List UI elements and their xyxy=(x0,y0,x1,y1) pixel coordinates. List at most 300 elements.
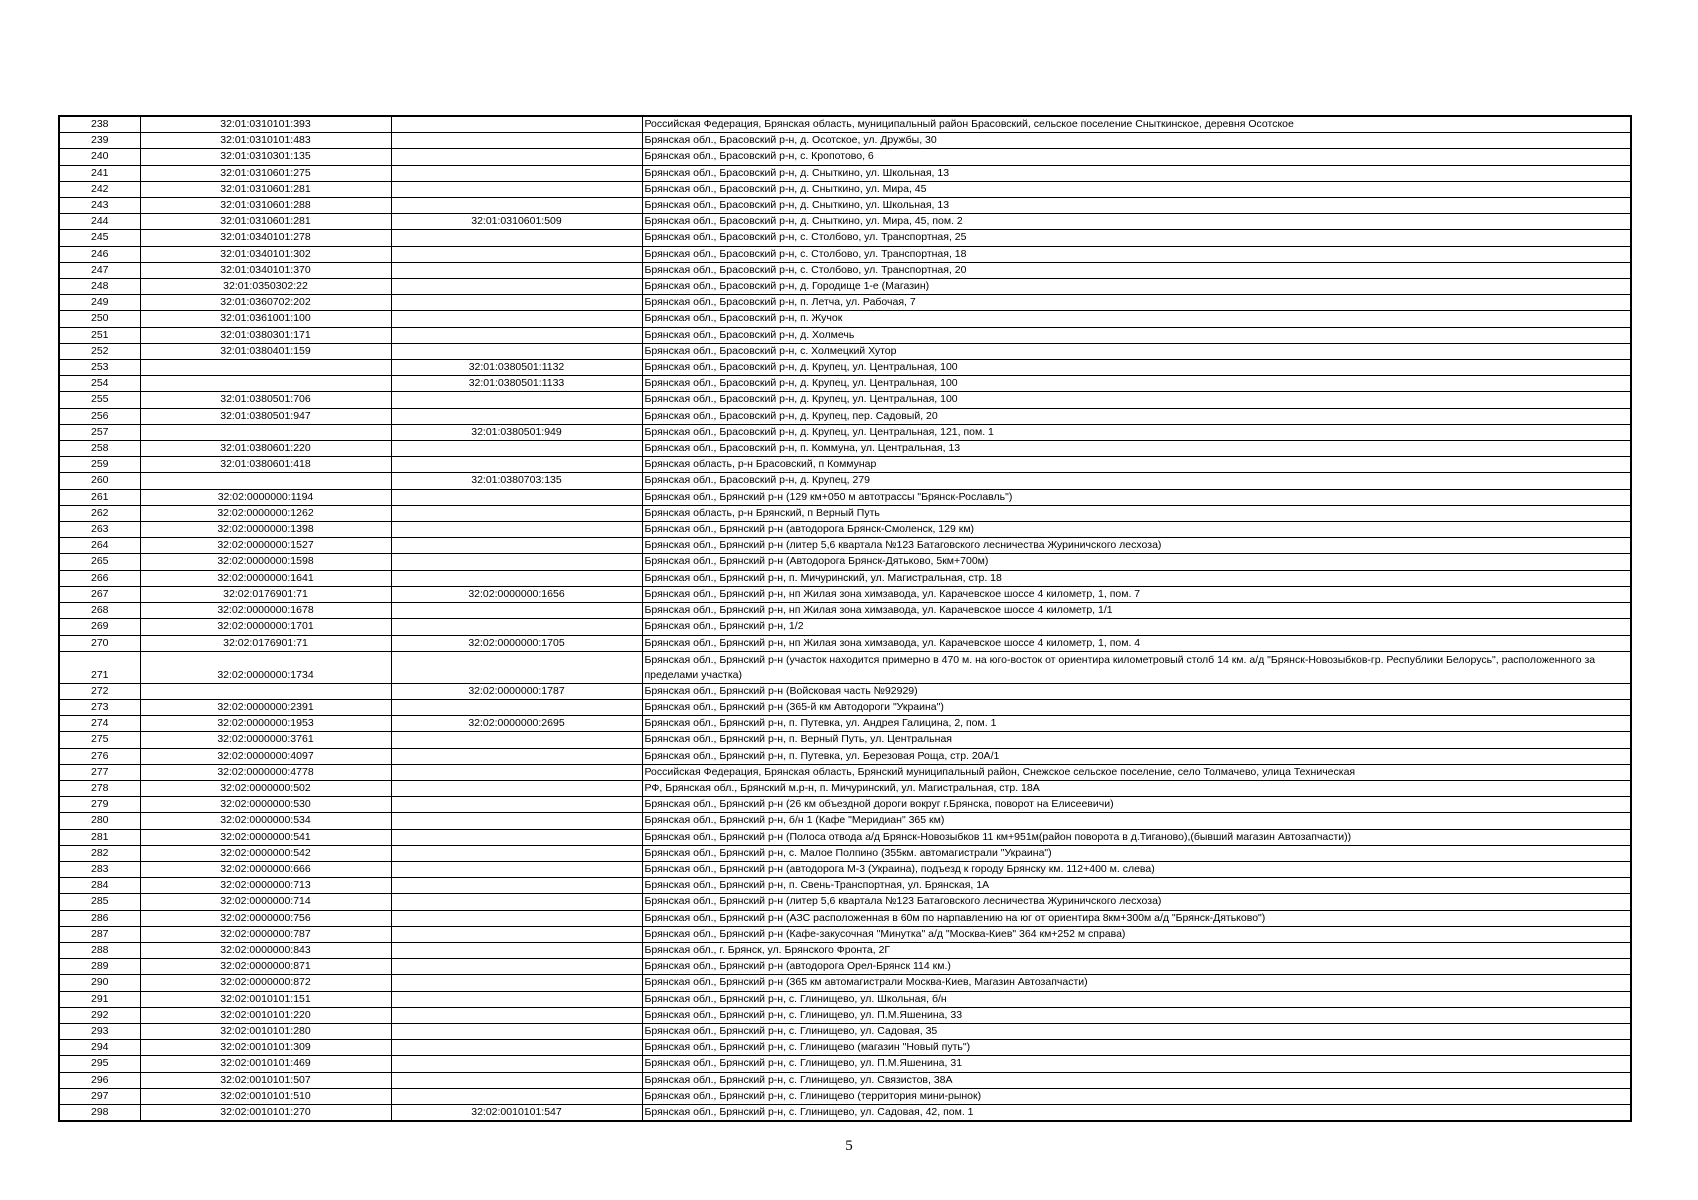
related-cadastral-number-cell: 32:01:0380501:1132 xyxy=(391,360,642,376)
row-number-cell: 252 xyxy=(59,343,140,359)
cadastral-number-cell: 32:02:0176901:71 xyxy=(140,635,391,651)
table-row xyxy=(59,942,1631,958)
table-row xyxy=(59,1023,1631,1039)
row-number-cell: 298 xyxy=(59,1104,140,1121)
related-cadastral-number-cell xyxy=(391,699,642,715)
table-row xyxy=(59,327,1631,343)
cadastral-number-cell: 32:02:0000000:534 xyxy=(140,813,391,829)
related-cadastral-number-cell: 32:02:0000000:2695 xyxy=(391,716,642,732)
address-cell: Брянская обл., Брянский р-н, п. Свень-Транспортная, ул. Брянская, 1А xyxy=(642,878,1631,894)
table-row xyxy=(59,991,1631,1007)
row-number-cell: 296 xyxy=(59,1072,140,1088)
related-cadastral-number-cell xyxy=(391,246,642,262)
table-row xyxy=(59,780,1631,796)
table-row xyxy=(59,651,1631,683)
table-row xyxy=(59,295,1631,311)
related-cadastral-number-cell xyxy=(391,1072,642,1088)
address-cell: Брянская обл., Брасовский р-н, с. Кропотово, 6 xyxy=(642,149,1631,165)
address-cell: Брянская обл., Брянский р-н, с. Глинищево, ул. Садовая, 42, пом. 1 xyxy=(642,1104,1631,1121)
related-cadastral-number-cell: 32:02:0000000:1656 xyxy=(391,586,642,602)
related-cadastral-number-cell: 32:01:0380501:1133 xyxy=(391,376,642,392)
cadastral-number-cell xyxy=(140,424,391,440)
address-cell: Брянская обл., г. Брянск, ул. Брянского Фронта, 2Г xyxy=(642,942,1631,958)
address-cell: Брянская обл., Брянский р-н (Автодорога Брянск-Дятьково, 5км+700м) xyxy=(642,554,1631,570)
row-number-cell: 289 xyxy=(59,959,140,975)
related-cadastral-number-cell xyxy=(391,149,642,165)
cadastral-number-cell: 32:01:0380501:706 xyxy=(140,392,391,408)
table-row xyxy=(59,522,1631,538)
address-cell: Брянская обл., Брасовский р-н, д. Крупец, пер. Садовый, 20 xyxy=(642,408,1631,424)
related-cadastral-number-cell xyxy=(391,829,642,845)
row-number-cell: 275 xyxy=(59,732,140,748)
related-cadastral-number-cell xyxy=(391,780,642,796)
table-row xyxy=(59,845,1631,861)
table-row xyxy=(59,246,1631,262)
row-number-cell: 282 xyxy=(59,845,140,861)
table-row xyxy=(59,861,1631,877)
row-number-cell: 241 xyxy=(59,165,140,181)
row-number-cell: 274 xyxy=(59,716,140,732)
address-cell: Брянская обл., Брасовский р-н, д. Крупец, ул. Центральная, 100 xyxy=(642,360,1631,376)
cadastral-number-cell: 32:02:0000000:871 xyxy=(140,959,391,975)
table-row xyxy=(59,392,1631,408)
row-number-cell: 265 xyxy=(59,554,140,570)
table-row xyxy=(59,894,1631,910)
address-cell: Брянская обл., Брянский р-н, нп Жилая зона химзавода, ул. Карачевское шоссе 4 километр, 1, пом. 7 xyxy=(642,586,1631,602)
related-cadastral-number-cell xyxy=(391,262,642,278)
row-number-cell: 253 xyxy=(59,360,140,376)
cadastral-number-cell xyxy=(140,360,391,376)
row-number-cell: 245 xyxy=(59,230,140,246)
address-cell: Российская Федерация, Брянская область, Брянский муниципальный район, Снежское сельское поселение, село Толмачево, улица Техническая xyxy=(642,764,1631,780)
related-cadastral-number-cell xyxy=(391,878,642,894)
address-cell: Брянская обл., Брасовский р-н, с. Столбово, ул. Транспортная, 25 xyxy=(642,230,1631,246)
row-number-cell: 254 xyxy=(59,376,140,392)
table-row xyxy=(59,619,1631,635)
address-cell: Брянская обл., Брянский р-н (Войсковая часть №92929) xyxy=(642,683,1631,699)
row-number-cell: 294 xyxy=(59,1040,140,1056)
row-number-cell: 251 xyxy=(59,327,140,343)
cadastral-number-cell: 32:01:0350302:22 xyxy=(140,279,391,295)
row-number-cell: 276 xyxy=(59,748,140,764)
row-number-cell: 287 xyxy=(59,926,140,942)
cadastral-number-cell: 32:01:0380601:220 xyxy=(140,441,391,457)
table-row xyxy=(59,149,1631,165)
cadastral-number-cell: 32:02:0000000:1953 xyxy=(140,716,391,732)
cadastral-number-cell: 32:02:0000000:756 xyxy=(140,910,391,926)
table-row xyxy=(59,797,1631,813)
row-number-cell: 261 xyxy=(59,489,140,505)
table-row xyxy=(59,975,1631,991)
row-number-cell: 278 xyxy=(59,780,140,796)
row-number-cell: 247 xyxy=(59,262,140,278)
row-number-cell: 257 xyxy=(59,424,140,440)
related-cadastral-number-cell xyxy=(391,538,642,554)
cadastral-number-cell: 32:02:0000000:541 xyxy=(140,829,391,845)
related-cadastral-number-cell xyxy=(391,198,642,214)
cadastral-number-cell: 32:01:0360702:202 xyxy=(140,295,391,311)
related-cadastral-number-cell xyxy=(391,311,642,327)
table-row xyxy=(59,959,1631,975)
cadastral-number-cell: 32:02:0000000:1678 xyxy=(140,603,391,619)
table-row xyxy=(59,748,1631,764)
row-number-cell: 250 xyxy=(59,311,140,327)
table-row xyxy=(59,133,1631,149)
row-number-cell: 270 xyxy=(59,635,140,651)
row-number-cell: 273 xyxy=(59,699,140,715)
row-number-cell: 248 xyxy=(59,279,140,295)
address-cell: Брянская обл., Брасовский р-н, д. Холмечь xyxy=(642,327,1631,343)
row-number-cell: 240 xyxy=(59,149,140,165)
address-cell: Брянская обл., Брасовский р-н, д. Сныткино, ул. Школьная, 13 xyxy=(642,165,1631,181)
page-number: 5 xyxy=(845,1138,853,1154)
table-row xyxy=(59,813,1631,829)
row-number-cell: 293 xyxy=(59,1023,140,1039)
related-cadastral-number-cell xyxy=(391,894,642,910)
related-cadastral-number-cell: 32:01:0310601:509 xyxy=(391,214,642,230)
cadastral-number-cell: 32:02:0000000:1527 xyxy=(140,538,391,554)
related-cadastral-number-cell xyxy=(391,441,642,457)
table-row xyxy=(59,764,1631,780)
address-cell: Брянская обл., Брянский р-н (365 км автомагистрали Москва-Киев, Магазин Автозапчасти) xyxy=(642,975,1631,991)
address-cell: Брянская обл., Брянский р-н (участок находится примерно в 470 м. на юго-восток от ориентира километровый столб 14 км. а/д "Брянск-Новозыбков-гр. Республики Белорусь", расположенного за пределами участка) xyxy=(642,651,1631,683)
address-cell: Брянская обл., Брянский р-н (365-й км Автодороги "Украина") xyxy=(642,699,1631,715)
cadastral-number-cell: 32:02:0010101:220 xyxy=(140,1007,391,1023)
address-cell: Брянская обл., Брасовский р-н, д. Крупец, 279 xyxy=(642,473,1631,489)
table-row xyxy=(59,1072,1631,1088)
cadastral-number-cell: 32:01:0380301:171 xyxy=(140,327,391,343)
cadastral-number-cell: 32:02:0000000:502 xyxy=(140,780,391,796)
address-cell: Брянская обл., Брасовский р-н, с. Столбово, ул. Транспортная, 18 xyxy=(642,246,1631,262)
related-cadastral-number-cell xyxy=(391,926,642,942)
address-cell: Брянская обл., Брянский р-н (АЗС расположенная в 60м по нарпавлению на юг от ориентира 8км+300м а/д "Брянск-Дятьково") xyxy=(642,910,1631,926)
related-cadastral-number-cell xyxy=(391,651,642,683)
table-row xyxy=(59,311,1631,327)
table-row xyxy=(59,878,1631,894)
related-cadastral-number-cell xyxy=(391,732,642,748)
cadastral-number-cell: 32:02:0000000:843 xyxy=(140,942,391,958)
address-cell: Брянская обл., Брянский р-н (129 км+050 м автотрассы "Брянск-Рославль") xyxy=(642,489,1631,505)
table-row xyxy=(59,732,1631,748)
cadastral-number-cell: 32:01:0310601:281 xyxy=(140,214,391,230)
table-row xyxy=(59,116,1631,133)
table-row xyxy=(59,603,1631,619)
row-number-cell: 249 xyxy=(59,295,140,311)
table-row xyxy=(59,635,1631,651)
address-cell: Брянская обл., Брянский р-н, с. Глинищево, ул. Садовая, 35 xyxy=(642,1023,1631,1039)
cadastral-number-cell: 32:02:0176901:71 xyxy=(140,586,391,602)
table-row xyxy=(59,279,1631,295)
table-row xyxy=(59,505,1631,521)
address-cell: Брянская обл., Брянский р-н, с. Глинищево (магазин "Новый путь") xyxy=(642,1040,1631,1056)
row-number-cell: 292 xyxy=(59,1007,140,1023)
cadastral-number-cell: 32:02:0010101:507 xyxy=(140,1072,391,1088)
related-cadastral-number-cell xyxy=(391,489,642,505)
row-number-cell: 239 xyxy=(59,133,140,149)
related-cadastral-number-cell xyxy=(391,619,642,635)
address-cell: Брянская обл., Брасовский р-н, п. Коммуна, ул. Центральная, 13 xyxy=(642,441,1631,457)
cadastral-number-cell: 32:01:0380501:947 xyxy=(140,408,391,424)
address-cell: Брянская обл., Брянский р-н, с. Глинищево, ул. Связистов, 38А xyxy=(642,1072,1631,1088)
related-cadastral-number-cell xyxy=(391,505,642,521)
row-number-cell: 285 xyxy=(59,894,140,910)
cadastral-number-cell: 32:02:0010101:270 xyxy=(140,1104,391,1121)
related-cadastral-number-cell xyxy=(391,975,642,991)
cadastral-number-cell: 32:02:0000000:714 xyxy=(140,894,391,910)
cadastral-number-cell: 32:02:0000000:666 xyxy=(140,861,391,877)
row-number-cell: 279 xyxy=(59,797,140,813)
table-row xyxy=(59,554,1631,570)
address-cell: Брянская область, р-н Брянский, п Верный Путь xyxy=(642,505,1631,521)
address-cell: Брянская обл., Брянский р-н, с. Глинищево, ул. Школьная, б/н xyxy=(642,991,1631,1007)
related-cadastral-number-cell: 32:01:0380501:949 xyxy=(391,424,642,440)
row-number-cell: 290 xyxy=(59,975,140,991)
row-number-cell: 269 xyxy=(59,619,140,635)
table-row xyxy=(59,699,1631,715)
related-cadastral-number-cell xyxy=(391,343,642,359)
row-number-cell: 286 xyxy=(59,910,140,926)
cadastral-number-cell: 32:02:0000000:542 xyxy=(140,845,391,861)
row-number-cell: 271 xyxy=(59,651,140,683)
address-cell: Брянская обл., Брасовский р-н, д. Городище 1-е (Магазин) xyxy=(642,279,1631,295)
table-row xyxy=(59,376,1631,392)
table-row xyxy=(59,683,1631,699)
cadastral-number-cell: 32:02:0010101:280 xyxy=(140,1023,391,1039)
address-cell: Брянская обл., Брянский р-н, с. Глинищево (территория мини-рынок) xyxy=(642,1088,1631,1104)
address-cell: Брянская обл., Брянский р-н, нп Жилая зона химзавода, ул. Карачевское шоссе 4 километр, 1/1 xyxy=(642,603,1631,619)
related-cadastral-number-cell xyxy=(391,554,642,570)
cadastral-number-cell: 32:02:0000000:1701 xyxy=(140,619,391,635)
row-number-cell: 295 xyxy=(59,1056,140,1072)
related-cadastral-number-cell xyxy=(391,1088,642,1104)
related-cadastral-number-cell xyxy=(391,991,642,1007)
address-cell: Брянская обл., Брянский р-н (литер 5,6 квартала №123 Батаговского лесничества Журиничского лесхоза) xyxy=(642,538,1631,554)
row-number-cell: 244 xyxy=(59,214,140,230)
row-number-cell: 283 xyxy=(59,861,140,877)
address-cell: РФ, Брянская обл., Брянский м.р-н, п. Мичуринский, ул. Магистральная, стр. 18А xyxy=(642,780,1631,796)
table-row xyxy=(59,181,1631,197)
table-row xyxy=(59,360,1631,376)
related-cadastral-number-cell xyxy=(391,279,642,295)
table-row xyxy=(59,570,1631,586)
row-number-cell: 259 xyxy=(59,457,140,473)
row-number-cell: 263 xyxy=(59,522,140,538)
cadastral-number-cell: 32:02:0010101:469 xyxy=(140,1056,391,1072)
address-cell: Брянская обл., Брасовский р-н, п. Жучок xyxy=(642,311,1631,327)
row-number-cell: 242 xyxy=(59,181,140,197)
related-cadastral-number-cell: 32:02:0000000:1705 xyxy=(391,635,642,651)
address-cell: Брянская обл., Брянский р-н (литер 5,6 квартала №123 Батаговского лесничества Журиничского лесхоза) xyxy=(642,894,1631,910)
row-number-cell: 280 xyxy=(59,813,140,829)
related-cadastral-number-cell xyxy=(391,295,642,311)
related-cadastral-number-cell xyxy=(391,327,642,343)
row-number-cell: 266 xyxy=(59,570,140,586)
related-cadastral-number-cell xyxy=(391,570,642,586)
row-number-cell: 277 xyxy=(59,764,140,780)
cadastral-number-cell: 32:01:0310601:281 xyxy=(140,181,391,197)
related-cadastral-number-cell xyxy=(391,764,642,780)
cadastral-number-cell: 32:02:0000000:1641 xyxy=(140,570,391,586)
row-number-cell: 238 xyxy=(59,116,140,133)
cadastral-number-cell: 32:01:0361001:100 xyxy=(140,311,391,327)
address-cell: Брянская обл., Брянский р-н, с. Глинищево, ул. П.М.Яшенина, 33 xyxy=(642,1007,1631,1023)
address-cell: Брянская обл., Брянский р-н, п. Мичуринский, ул. Магистральная, стр. 18 xyxy=(642,570,1631,586)
table-row xyxy=(59,489,1631,505)
cadastral-number-cell: 32:01:0310601:288 xyxy=(140,198,391,214)
cadastral-number-cell xyxy=(140,683,391,699)
related-cadastral-number-cell: 32:02:0000000:1787 xyxy=(391,683,642,699)
row-number-cell: 246 xyxy=(59,246,140,262)
table-row xyxy=(59,1056,1631,1072)
related-cadastral-number-cell xyxy=(391,813,642,829)
related-cadastral-number-cell xyxy=(391,748,642,764)
related-cadastral-number-cell xyxy=(391,230,642,246)
table-row xyxy=(59,1007,1631,1023)
cadastral-number-cell: 32:01:0340101:370 xyxy=(140,262,391,278)
related-cadastral-number-cell: 32:02:0010101:547 xyxy=(391,1104,642,1121)
table-row xyxy=(59,538,1631,554)
related-cadastral-number-cell xyxy=(391,845,642,861)
related-cadastral-number-cell xyxy=(391,392,642,408)
cadastral-number-cell: 32:01:0380601:418 xyxy=(140,457,391,473)
row-number-cell: 256 xyxy=(59,408,140,424)
table-row xyxy=(59,424,1631,440)
table-row xyxy=(59,1088,1631,1104)
related-cadastral-number-cell xyxy=(391,133,642,149)
cadastral-number-cell: 32:02:0000000:713 xyxy=(140,878,391,894)
address-cell: Брянская обл., Брянский р-н, с. Глинищево, ул. П.М.Яшенина, 31 xyxy=(642,1056,1631,1072)
address-cell: Брянская обл., Брянский р-н, п. Путевка, ул. Андрея Галицина, 2, пом. 1 xyxy=(642,716,1631,732)
cadastral-number-cell: 32:01:0310101:393 xyxy=(140,116,391,133)
related-cadastral-number-cell xyxy=(391,1056,642,1072)
address-cell: Брянская обл., Брасовский р-н, д. Сныткино, ул. Мира, 45, пом. 2 xyxy=(642,214,1631,230)
row-number-cell: 297 xyxy=(59,1088,140,1104)
table-row xyxy=(59,457,1631,473)
cadastral-number-cell: 32:02:0000000:872 xyxy=(140,975,391,991)
related-cadastral-number-cell xyxy=(391,408,642,424)
cadastral-number-cell: 32:02:0000000:2391 xyxy=(140,699,391,715)
cadastral-number-cell: 32:02:0000000:1194 xyxy=(140,489,391,505)
cadastral-number-cell: 32:02:0000000:1398 xyxy=(140,522,391,538)
table-row xyxy=(59,262,1631,278)
table-row xyxy=(59,586,1631,602)
cadastral-number-cell: 32:02:0010101:510 xyxy=(140,1088,391,1104)
related-cadastral-number-cell xyxy=(391,522,642,538)
cadastral-number-cell: 32:02:0010101:309 xyxy=(140,1040,391,1056)
table-row xyxy=(59,716,1631,732)
cadastral-number-cell: 32:02:0000000:1598 xyxy=(140,554,391,570)
row-number-cell: 288 xyxy=(59,942,140,958)
registry-table xyxy=(58,115,1632,1122)
address-cell: Брянская обл., Брасовский р-н, д. Сныткино, ул. Мира, 45 xyxy=(642,181,1631,197)
cadastral-number-cell: 32:02:0000000:530 xyxy=(140,797,391,813)
table-row xyxy=(59,473,1631,489)
row-number-cell: 272 xyxy=(59,683,140,699)
address-cell: Брянская обл., Брасовский р-н, д. Крупец, ул. Центральная, 100 xyxy=(642,376,1631,392)
table-row xyxy=(59,1104,1631,1121)
cadastral-number-cell: 32:01:0310101:483 xyxy=(140,133,391,149)
table-row xyxy=(59,408,1631,424)
address-cell: Брянская обл., Брянский р-н (автодорога Орел-Брянск 114 км.) xyxy=(642,959,1631,975)
table-row xyxy=(59,198,1631,214)
row-number-cell: 267 xyxy=(59,586,140,602)
row-number-cell: 268 xyxy=(59,603,140,619)
cadastral-number-cell: 32:01:0340101:278 xyxy=(140,230,391,246)
cadastral-number-cell: 32:02:0000000:3761 xyxy=(140,732,391,748)
row-number-cell: 255 xyxy=(59,392,140,408)
address-cell: Брянская обл., Брянский р-н, б/н 1 (Кафе "Меридиан" 365 км) xyxy=(642,813,1631,829)
address-cell: Брянская область, р-н Брасовский, п Коммунар xyxy=(642,457,1631,473)
related-cadastral-number-cell xyxy=(391,116,642,133)
row-number-cell: 291 xyxy=(59,991,140,1007)
related-cadastral-number-cell xyxy=(391,1023,642,1039)
table-row xyxy=(59,165,1631,181)
cadastral-number-cell: 32:02:0010101:151 xyxy=(140,991,391,1007)
related-cadastral-number-cell xyxy=(391,1040,642,1056)
registry-table-body xyxy=(59,116,1631,1121)
related-cadastral-number-cell xyxy=(391,603,642,619)
table-row xyxy=(59,829,1631,845)
related-cadastral-number-cell xyxy=(391,959,642,975)
table-row xyxy=(59,1040,1631,1056)
cadastral-number-cell: 32:01:0310601:275 xyxy=(140,165,391,181)
cadastral-number-cell: 32:01:0340101:302 xyxy=(140,246,391,262)
cadastral-number-cell: 32:02:0000000:1262 xyxy=(140,505,391,521)
address-cell: Брянская обл., Брянский р-н, 1/2 xyxy=(642,619,1631,635)
row-number-cell: 264 xyxy=(59,538,140,554)
table-row xyxy=(59,441,1631,457)
cadastral-number-cell: 32:02:0000000:4097 xyxy=(140,748,391,764)
address-cell: Брянская обл., Брянский р-н, с. Малое Полпино (355км. автомагистрали "Украина") xyxy=(642,845,1631,861)
address-cell: Брянская обл., Брасовский р-н, с. Холмецкий Хутор xyxy=(642,343,1631,359)
address-cell: Брянская обл., Брасовский р-н, п. Летча, ул. Рабочая, 7 xyxy=(642,295,1631,311)
address-cell: Брянская обл., Брянский р-н (Полоса отвода а/д Брянск-Новозыбков 11 км+951м(район поворота в д.Тиганово),(бывший магазин Автозапчасти)) xyxy=(642,829,1631,845)
cadastral-number-cell: 32:02:0000000:1734 xyxy=(140,651,391,683)
cadastral-number-cell: 32:01:0380401:159 xyxy=(140,343,391,359)
address-cell: Брянская обл., Брянский р-н (Кафе-закусочная "Минутка" а/д "Москва-Киев" 364 км+252 м справа) xyxy=(642,926,1631,942)
address-cell: Российская Федерация, Брянская область, муниципальный район Брасовский, сельское поселение Сныткинское, деревня Осотское xyxy=(642,116,1631,133)
address-cell: Брянская обл., Брасовский р-н, д. Крупец, ул. Центральная, 100 xyxy=(642,392,1631,408)
address-cell: Брянская обл., Брасовский р-н, д. Сныткино, ул. Школьная, 13 xyxy=(642,198,1631,214)
address-cell: Брянская обл., Брянский р-н, нп Жилая зона химзавода, ул. Карачевское шоссе 4 километр, 1, пом. 4 xyxy=(642,635,1631,651)
address-cell: Брянская обл., Брасовский р-н, д. Осотское, ул. Дружбы, 30 xyxy=(642,133,1631,149)
related-cadastral-number-cell xyxy=(391,165,642,181)
related-cadastral-number-cell xyxy=(391,797,642,813)
table-row xyxy=(59,910,1631,926)
address-cell: Брянская обл., Брянский р-н, п. Верный Путь, ул. Центральная xyxy=(642,732,1631,748)
address-cell: Брянская обл., Брянский р-н, п. Путевка, ул. Березовая Роща, стр. 20А/1 xyxy=(642,748,1631,764)
related-cadastral-number-cell xyxy=(391,861,642,877)
related-cadastral-number-cell xyxy=(391,1007,642,1023)
row-number-cell: 243 xyxy=(59,198,140,214)
cadastral-number-cell: 32:01:0310301:135 xyxy=(140,149,391,165)
address-cell: Брянская обл., Брянский р-н (автодорога Брянск-Смоленск, 129 км) xyxy=(642,522,1631,538)
row-number-cell: 284 xyxy=(59,878,140,894)
cadastral-number-cell xyxy=(140,473,391,489)
related-cadastral-number-cell: 32:01:0380703:135 xyxy=(391,473,642,489)
row-number-cell: 262 xyxy=(59,505,140,521)
address-cell: Брянская обл., Брасовский р-н, с. Столбово, ул. Транспортная, 20 xyxy=(642,262,1631,278)
related-cadastral-number-cell xyxy=(391,181,642,197)
table-row xyxy=(59,214,1631,230)
row-number-cell: 258 xyxy=(59,441,140,457)
related-cadastral-number-cell xyxy=(391,910,642,926)
cadastral-number-cell: 32:02:0000000:4778 xyxy=(140,764,391,780)
table-row xyxy=(59,926,1631,942)
address-cell: Брянская обл., Брянский р-н (26 км объездной дороги вокруг г.Брянска, поворот на Елисеевичи) xyxy=(642,797,1631,813)
table-row xyxy=(59,343,1631,359)
address-cell: Брянская обл., Брасовский р-н, д. Крупец, ул. Центральная, 121, пом. 1 xyxy=(642,424,1631,440)
